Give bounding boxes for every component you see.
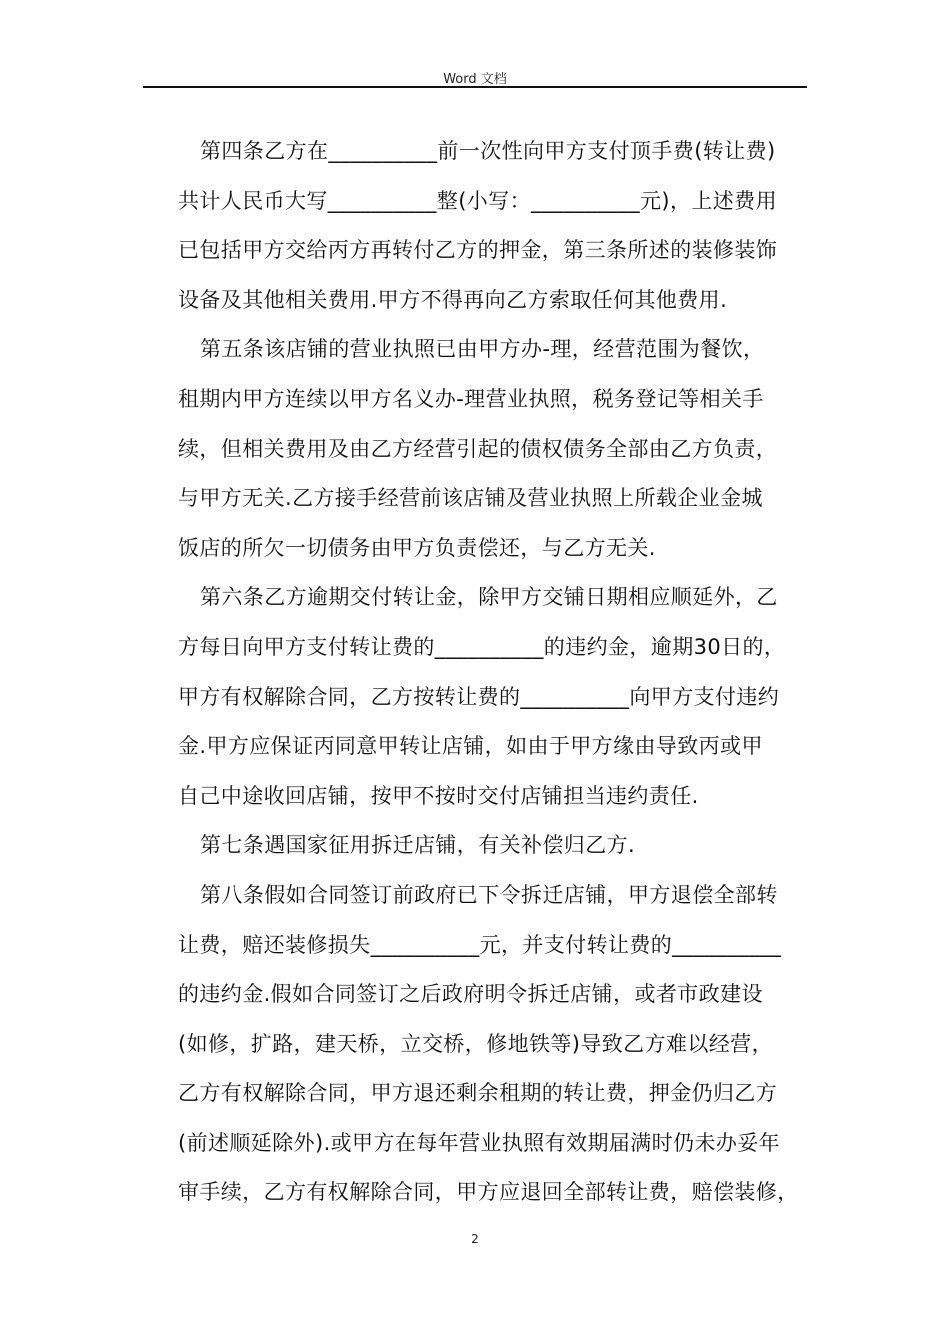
text-line: 甲方有权解除合同，乙方按转让费的__________向甲方支付违约 — [178, 684, 780, 709]
header-rule — [143, 86, 807, 88]
text-line: 共计人民币大写__________整(小写：__________元)，上述费用 — [178, 188, 777, 213]
text-line: 让费，赔还装修损失__________元，并支付转让费的__________ — [178, 932, 782, 957]
text-line: (前述顺延除外).或甲方在每年营业执照有效期届满时仍未办妥年 — [178, 1130, 781, 1155]
text-line: 第六条乙方逾期交付转让金，除甲方交铺日期相应顺延外，乙 — [200, 585, 778, 610]
text-line: 金.甲方应保证丙同意甲转让店铺，如由于甲方缘由导致丙或甲 — [178, 734, 763, 759]
text-line: 方每日向甲方支付转让费的__________的违约金，逾期30日的， — [178, 634, 786, 659]
header-title: Word 文档 — [443, 72, 507, 87]
text-line: 审手续，乙方有权解除合同，甲方应退回全部转让费，赔偿装修， — [178, 1180, 799, 1205]
text-line: 续，但相关费用及由乙方经营引起的债权债务全部由乙方负责， — [178, 436, 778, 461]
text-line: 第八条假如合同签订前政府已下令拆迁店铺，甲方退偿全部转 — [200, 882, 778, 907]
text-line: (如修，扩路，建天桥，立交桥，修地铁等)导致乙方难以经营， — [178, 1031, 773, 1056]
text-line: 租期内甲方连续以甲方名义办-理营业执照，税务登记等相关手 — [178, 386, 764, 411]
text-line: 第五条该店铺的营业执照已由甲方办-理，经营范围为餐饮， — [200, 337, 765, 362]
text-line: 设备及其他相关费用.甲方不得再向乙方索取任何其他费用. — [178, 287, 728, 312]
page-number: 2 — [471, 1232, 479, 1246]
text-line: 第四条乙方在__________前一次性向甲方支付顶手费(转让费) — [200, 139, 776, 163]
text-line: 与甲方无关.乙方接手经营前该店铺及营业执照上所载企业金城 — [178, 486, 763, 511]
document-body — [178, 128, 818, 1219]
text-line: 饭店的所欠一切债务由甲方负责偿还，与乙方无关. — [178, 535, 656, 560]
text-line: 第七条遇国家征用拆迁店铺，有关补偿归乙方. — [200, 833, 636, 858]
text-line: 的违约金.假如合同签订之后政府明令拆迁店铺，或者市政建设 — [178, 982, 763, 1007]
text-line: 已包括甲方交给丙方再转付乙方的押金，第三条所述的装修装饰 — [178, 238, 778, 263]
text-line: 乙方有权解除合同，甲方退还剩余租期的转让费，押金仍归乙方 — [178, 1081, 778, 1106]
text-line: 自己中途收回店铺，按甲不按时交付店铺担当违约责任. — [178, 783, 699, 808]
